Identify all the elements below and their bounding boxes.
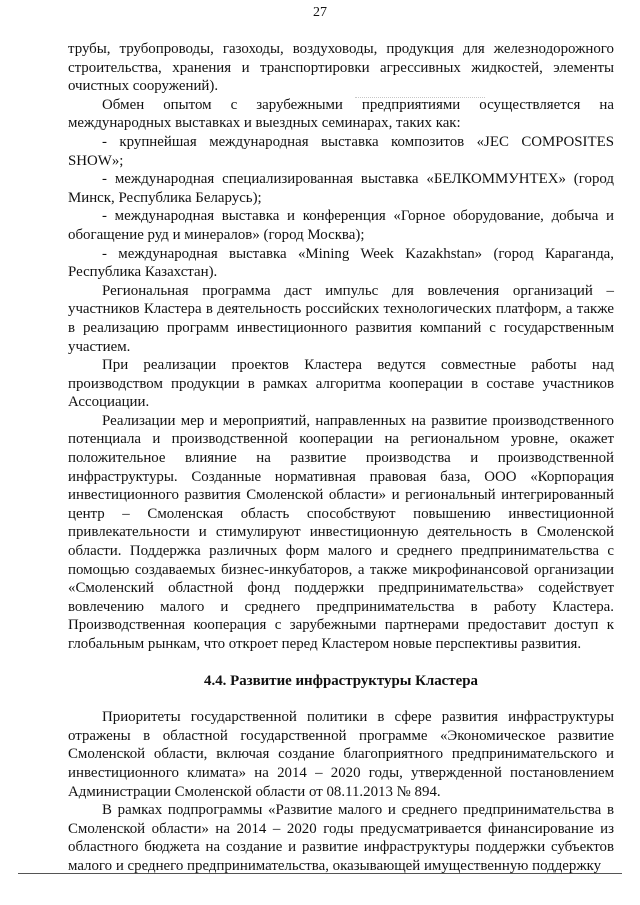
paragraph: - крупнейшая международная выставка композитов «JEC COMPOSITES SHOW»; [68,133,614,169]
section-after [68,708,614,875]
paragraph: Региональная программа даст импульс для вовлечения организаций – участников Кластера в деятельность российских технологических платформ, а также в реализацию программ инвестиционного развития компаний с государственным участием. [68,282,614,355]
page-number: 27 [313,5,327,20]
paragraph: При реализации проектов Кластера ведутся совместные работы над производством продукции в рамках алгоритма кооперации в составе участников Ассоциации. [68,357,614,411]
section-before [68,40,614,654]
document-body [68,40,614,876]
paragraph: трубы, трубопроводы, газоходы, воздуховоды, продукция для железнодорожного строительства, хранения и транспортировки агрессивных жидкостей, элементы очистных сооружений). [68,41,614,95]
paragraph: Обмен опытом с зарубежными предприятиями осуществляется на международных выставках и выездных семинарах, таких как: [68,96,614,132]
paragraph: В рамках подпрограммы «Развитие малого и среднего предпринимательства в Смоленской области» на 2014 – 2020 годы предусматривается финансирование из областного бюджета на создание и развитие инфраструктуры поддержки субъектов малого и среднего предпринимательства, оказывающей имущественную поддержку [68,802,614,874]
footer-rule [18,873,622,874]
paragraph: - международная специализированная выставка «БЕЛКОММУНТЕХ» (город Минск, Республика Беларусь); [68,171,614,206]
section-heading: 4.4. Развитие инфраструктуры Кластера [204,672,478,689]
paragraph: Приоритеты государственной политики в сфере развития инфраструктуры отражены в областной государственной программе «Экономическое развитие Смоленской области, включая создание благоприятного предпринимательского и инвестиционного климата» на 2014 – 2020 годы, утвержденной постановлением Администрации Смоленской области от 08.11.2013 № 894. [68,709,614,800]
paragraph: - международная выставка и конференция «Горное оборудование, добыча и обогащение руд и минералов» (город Москва); [68,208,614,243]
paragraph: Реализации мер и мероприятий, направленных на развитие производственного потенциала и производственной кооперации на региональном уровне, окажет положительное влияние на развитие производства и производственной инфраструктуры. Созданные нормативная правовая база, ООО «Корпорация инвестиционного развития Смоленской области» и региональный интегрированный центр – Смоленская область способствуют повышению инвестиционной привлекательности и стимулируют инвестиционную деятельность в Смоленской области. Поддержка различных форм малого и среднего предпринимательства с помощью создаваемых бизнес-инкубаторов, а также микрофинансовой организации «Смоленский областной фонд поддержки предпринимательства» содействует вовлечению малого и среднего предпринимательства в работу Кластера. Производственная кооперация с зарубежными партнерами предоставит доступ к глобальным рынкам, что откроет перед Кластером новые перспективы развития. [68,412,614,652]
paragraph: - международная выставка «Mining Week Kazakhstan» (город Караганда, Республика Казахстан). [68,245,614,281]
